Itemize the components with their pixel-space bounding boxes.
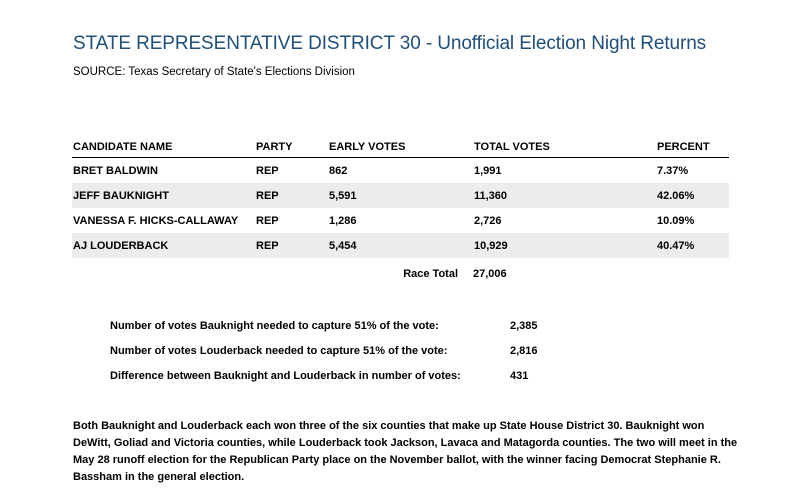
table-header-row (72, 137, 729, 158)
total-votes: 1,991 (474, 164, 502, 177)
table-row (72, 183, 729, 208)
stat-difference-label: Difference between Bauknight and Louderback in number of votes: (110, 370, 461, 382)
early-votes: 5,454 (328, 233, 473, 258)
candidate-party: REP (256, 214, 279, 227)
header-early-votes: EARLY VOTES (328, 137, 473, 158)
race-total-value: 27,006 (473, 268, 507, 280)
vote-percent: 42.06% (656, 183, 729, 208)
total-votes: 11,360 (473, 183, 656, 208)
candidate-name: JEFF BAUKNIGHT (72, 183, 255, 208)
vote-percent: 10.09% (657, 214, 695, 227)
table-row (72, 208, 729, 233)
early-votes: 5,591 (328, 183, 473, 208)
page-title: STATE REPRESENTATIVE DISTRICT 30 - Unofficial Election Night Returns (73, 33, 707, 54)
header-total-votes: TOTAL VOTES (473, 137, 656, 158)
candidate-party: REP (255, 183, 328, 208)
summary-paragraph: Both Bauknight and Louderback each won three of the six counties that make up State House District 30. Bauknight won DeWitt, Goliad and Victoria counties, while Louderback took Jackson, Lavaca and Matagorda counties. The two will meet in the May 28 runoff election for the Republican Party place on the November ballot, with the winner facing Democrat Stephanie R. Bassham in the general election. (73, 420, 738, 483)
table-row (72, 158, 729, 184)
header-candidate-name: CANDIDATE NAME (72, 137, 255, 158)
header-party: PARTY (255, 137, 328, 158)
table-row (72, 233, 729, 258)
candidate-party: REP (255, 233, 328, 258)
total-votes: 10,929 (473, 233, 656, 258)
results-table (72, 137, 729, 258)
stat-louderback-label: Number of votes Louderback needed to capture 51% of the vote: (110, 345, 448, 357)
stat-difference-value: 431 (510, 370, 529, 382)
total-votes: 2,726 (474, 214, 502, 227)
candidate-name: AJ LOUDERBACK (72, 233, 255, 258)
race-total-label: Race Total (403, 268, 458, 280)
stat-louderback-value: 2,816 (510, 345, 538, 357)
stat-bauknight-label: Number of votes Bauknight needed to capture 51% of the vote: (110, 320, 439, 332)
source-note: SOURCE: Texas Secretary of State's Elections Division (73, 66, 355, 78)
early-votes: 862 (329, 164, 348, 177)
stat-bauknight-value: 2,385 (510, 320, 538, 332)
early-votes: 1,286 (329, 214, 357, 227)
candidate-party: REP (256, 164, 279, 177)
candidate-name: BRET BALDWIN (73, 164, 158, 177)
header-percent: PERCENT (656, 137, 729, 158)
vote-percent: 40.47% (656, 233, 729, 258)
vote-percent: 7.37% (657, 164, 689, 177)
candidate-name: VANESSA F. HICKS-CALLAWAY (73, 214, 239, 227)
